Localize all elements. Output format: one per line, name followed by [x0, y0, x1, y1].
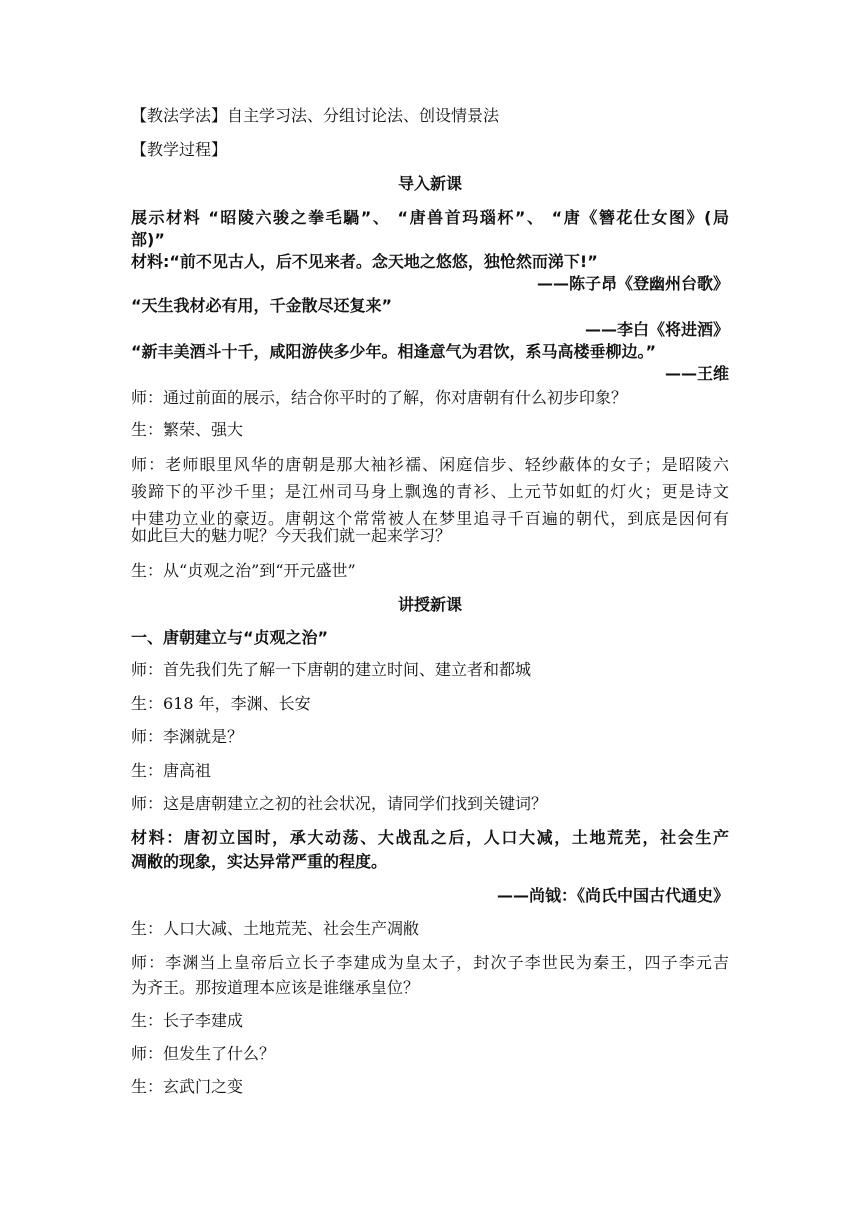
teacher-line-2d: 如此巨大的魅力呢？今天我们就一起来学习？: [131, 526, 452, 545]
student-line-6: 生：长子李建成: [131, 1011, 244, 1030]
teacher-line-1: 师：通过前面的展示，结合你平时的了解，你对唐朝有什么初步印象？: [131, 388, 628, 407]
student-line-5: 生：人口大减、土地荒芜、社会生产凋敝: [131, 919, 420, 938]
material-line-1: 材料：唐初立国时，承大动荡、大战乱之后，人口大减，土地荒芜，社会生产: [131, 828, 729, 847]
student-line-3: 生：618 年，李渊、长安: [131, 694, 311, 713]
teacher-line-6a: 师：李渊当上皇帝后立长子李建成为皇太子，封次子李世民为秦王，四子李元吉: [131, 953, 729, 972]
poem-quote-2: “天生我材必有用，千金散尽还复来”: [131, 296, 393, 315]
teacher-line-2c: 中建功立业的豪迈。唐朝这个常常被人在梦里追寻千百遍的朝代，到底是因何有: [131, 509, 729, 528]
poem-source-1: ——陈子昂《登幽州台歌》: [536, 274, 729, 293]
teaching-process-label: 【教学过程】: [131, 140, 228, 159]
teacher-line-4: 师：李渊就是？: [131, 727, 244, 746]
teacher-line-7: 师：但发生了什么？: [131, 1044, 276, 1063]
section-1-title: 一、唐朝建立与“贞观之治”: [131, 628, 329, 647]
material-source: ——尚钺：《尚氏中国古代通史》: [496, 886, 729, 905]
show-material-line-2: 部)”: [131, 230, 165, 249]
show-material-line-1: 展示材料 “昭陵六骏之拳毛騧”、 “唐兽首玛瑙杯”、 “唐《簪花仕女图》(局: [131, 208, 729, 227]
teacher-line-3: 师：首先我们先了解一下唐朝的建立时间、建立者和都城: [131, 660, 532, 679]
material-line-2: 凋敝的现象，实达异常严重的程度。: [131, 852, 388, 871]
intro-heading: 导入新课: [397, 174, 462, 193]
poem-source-2: ——李白《将进酒》: [584, 320, 729, 339]
poem-quote-3: “新丰美酒斗十千，咸阳游侠多少年。相逢意气为君饮，系马高楼垂柳边。”: [131, 342, 657, 361]
student-line-4: 生：唐高祖: [131, 761, 212, 780]
student-line-2: 生：从“贞观之治”到“开元盛世”: [131, 561, 356, 580]
teacher-line-5: 师：这是唐朝建立之初的社会状况，请同学们找到关键词？: [131, 794, 548, 813]
student-line-7: 生：玄武门之变: [131, 1077, 244, 1096]
poem-quote-1: 材料:“前不见古人，后不见来者。念天地之悠悠，独怆然而涕下!”: [131, 252, 598, 271]
student-line-1: 生：繁荣、强大: [131, 420, 244, 439]
poem-source-3: ——王维: [664, 364, 729, 383]
teacher-line-6b: 为齐王。那按道理本应该是谁继承皇位？: [131, 978, 420, 997]
teaching-method-line: 【教法学法】自主学习法、分组讨论法、创设情景法: [131, 106, 500, 125]
teacher-line-2a: 师：老师眼里风华的唐朝是那大袖衫襦、闲庭信步、轻纱蔽体的女子；是昭陵六: [131, 455, 729, 474]
teacher-line-2b: 骏蹄下的平沙千里；是江州司马身上飘逸的青衫、上元节如虹的灯火；更是诗文: [131, 482, 729, 501]
lecture-heading: 讲授新课: [397, 595, 462, 614]
